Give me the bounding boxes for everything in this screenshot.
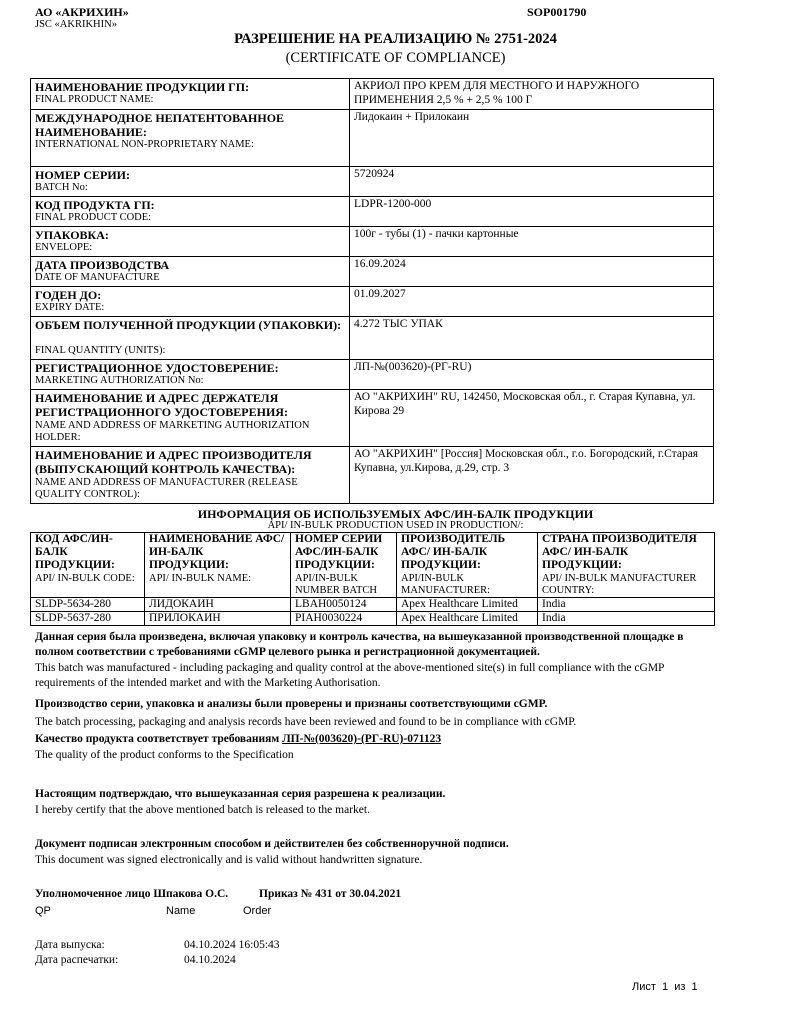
field-label-en: MARKETING AUTHORIZATION No: bbox=[35, 375, 204, 387]
field-value: ЛП-№(003620)-(РГ-RU) bbox=[350, 359, 714, 389]
statement-3-ru-prefix: Качество продукта соответствует требованиям bbox=[35, 733, 280, 745]
column-header bbox=[397, 533, 538, 598]
table-cell: Apex Healthcare Limited bbox=[397, 597, 538, 611]
column-header bbox=[291, 533, 397, 598]
product-info-table bbox=[30, 78, 714, 504]
product-code-row bbox=[31, 196, 714, 226]
field-label-ru: НАИМЕНОВАНИЕ И АДРЕС ПРОИЗВОДИТЕЛЯ (ВЫПУСКАЮЩИЙ КОНТРОЛЬ КАЧЕСТВА): bbox=[35, 447, 312, 477]
field-value: 5720924 bbox=[350, 166, 714, 196]
column-header-ru: НАИМЕНОВАНИЕ АФС/ИН-БАЛК ПРОДУКЦИИ: bbox=[149, 533, 285, 572]
column-header-en: API/ IN-BULK CODE: bbox=[35, 572, 135, 584]
ma-holder-row bbox=[31, 389, 714, 446]
table-cell: India bbox=[538, 612, 715, 626]
field-label bbox=[31, 79, 350, 110]
marketing-authorization-row bbox=[31, 359, 714, 389]
print-date-label: Дата распечатки: bbox=[35, 954, 119, 966]
field-label bbox=[31, 226, 350, 256]
field-label bbox=[31, 166, 350, 196]
column-header-en: API/IN-BULK MANUFACTURER: bbox=[401, 572, 491, 596]
table-row bbox=[31, 612, 715, 626]
column-header bbox=[31, 533, 145, 598]
field-label bbox=[31, 286, 350, 316]
manufacture-date-row bbox=[31, 256, 714, 286]
field-label-en: FINAL PRODUCT CODE: bbox=[35, 212, 152, 224]
field-label-en: EXPIRY DATE: bbox=[35, 302, 105, 314]
column-header-ru: СТРАНА ПРОИЗВОДИТЕЛЯ АФС/ ИН-БАЛК ПРОДУКЦИИ: bbox=[542, 533, 697, 572]
statement-3-ru bbox=[35, 732, 707, 747]
order-label: Order bbox=[243, 905, 272, 917]
field-label bbox=[31, 196, 350, 226]
table-cell: SLDP-5637-280 bbox=[31, 612, 145, 626]
field-label-en: NAME AND ADDRESS OF MARKETING AUTHORIZATION HOLDER: bbox=[35, 419, 310, 444]
field-value: 16.09.2024 bbox=[350, 256, 714, 286]
e-signature-note-ru: Документ подписан электронным способом и действителен без собственноручной подписи. bbox=[35, 838, 509, 850]
statement-1-ru: Данная серия была произведена, включая упаковку и контроль качества, на вышеуказанной производственной площадке в полном соответствии с требованиями cGMP целевого рынка и регистрационной документацией. bbox=[35, 631, 684, 658]
qp-label: QP bbox=[35, 905, 51, 917]
field-label-en: FINAL PRODUCT NAME: bbox=[35, 94, 154, 106]
company-name-en: JSC «AKRIKHIN» bbox=[35, 19, 117, 30]
manufacturer-row bbox=[31, 446, 714, 503]
column-header bbox=[145, 533, 291, 598]
appointment-order: Приказ № 431 от 30.04.2021 bbox=[259, 888, 402, 900]
field-label-ru: РЕГИСТРАЦИОННОЕ УДОСТОВЕРЕНИЕ: bbox=[35, 360, 279, 375]
field-label-en: ENVELOPE: bbox=[35, 242, 93, 254]
field-value: АО "АКРИХИН" RU, 142450, Московская обл., г. Старая Купавна, ул. Кирова 29 bbox=[350, 389, 714, 446]
expiry-date-row bbox=[31, 286, 714, 316]
column-header-en: API/ IN-BULK NAME: bbox=[149, 572, 252, 584]
column-header bbox=[538, 533, 715, 598]
release-certification-ru: Настоящим подтверждаю, что вышеуказанная серия разрешена к реализации. bbox=[35, 788, 446, 800]
field-label bbox=[31, 316, 350, 359]
page-number: Лист 1 из 1 bbox=[632, 981, 698, 993]
table-cell: LBAH0050124 bbox=[291, 597, 397, 611]
field-value: LDPR-1200-000 bbox=[350, 196, 714, 226]
table-cell: SLDP-5634-280 bbox=[31, 597, 145, 611]
field-label-ru: ДАТА ПРОИЗВОДСТВА bbox=[35, 257, 170, 272]
field-label bbox=[31, 359, 350, 389]
field-label-en: FINAL QUANTITY (UNITS): bbox=[35, 345, 166, 357]
column-header-ru: НОМЕР СЕРИИ АФС/ИН-БАЛК ПРОДУКЦИИ: bbox=[295, 533, 383, 572]
field-label-en: DATE OF MANUFACTURE bbox=[35, 272, 160, 284]
field-value: АО "АКРИХИН" [Россия] Московская обл., г.о. Богородский, г.Старая Купавна, ул.Кирова, д.29, стр. 3 bbox=[350, 446, 714, 503]
field-value: Лидокаин + Прилокаин bbox=[350, 109, 714, 166]
print-date-value: 04.10.2024 bbox=[184, 954, 236, 966]
field-value: 100г - тубы (1) - пачки картонные bbox=[350, 226, 714, 256]
spec-reference: ЛП-№(003620)-(РГ-RU)-071123 bbox=[282, 733, 442, 745]
field-label-ru: НОМЕР СЕРИИ: bbox=[35, 167, 130, 182]
field-value: 4.272 ТЫС УПАК bbox=[350, 316, 714, 359]
column-header-en: API/ IN-BULK MANUFACTURER COUNTRY: bbox=[542, 572, 697, 596]
issue-date-label: Дата выпуска: bbox=[35, 939, 105, 951]
statement-1-en: This batch was manufactured - including packaging and quality control at the above-mentioned site(s) in full compliance with the cGMP requirements of the intended market and with the Marketing Authorisation. bbox=[35, 662, 665, 689]
field-label-en: BATCH No: bbox=[35, 182, 88, 194]
field-label-ru: ОБЪЕМ ПОЛУЧЕННОЙ ПРОДУКЦИИ (УПАКОВКИ): bbox=[35, 317, 342, 332]
column-header-ru: ПРОИЗВОДИТЕЛЬ АФС/ ИН-БАЛК ПРОДУКЦИИ: bbox=[401, 533, 506, 572]
table-row bbox=[31, 597, 715, 611]
field-label bbox=[31, 389, 350, 446]
table-cell: Apex Healthcare Limited bbox=[397, 612, 538, 626]
field-label-ru: УПАКОВКА: bbox=[35, 227, 109, 242]
field-label bbox=[31, 256, 350, 286]
statement-3-en: The quality of the product conforms to the Specification bbox=[35, 749, 294, 761]
certificate-title-ru: РАЗРЕШЕНИЕ НА РЕАЛИЗАЦИЮ № 2751-2024 bbox=[234, 31, 557, 47]
table-cell: ПРИЛОКАИН bbox=[145, 612, 291, 626]
name-label: Name bbox=[166, 905, 196, 917]
table-cell: PIAH0030224 bbox=[291, 612, 397, 626]
company-name-ru: АО «АКРИХИН» bbox=[35, 5, 129, 19]
field-value: 01.09.2027 bbox=[350, 286, 714, 316]
field-label-ru: НАИМЕНОВАНИЕ И АДРЕС ДЕРЖАТЕЛЯ РЕГИСТРАЦИОННОГО УДОСТОВЕРЕНИЯ: bbox=[35, 390, 288, 420]
field-value: АКРИОЛ ПРО КРЕМ ДЛЯ МЕСТНОГО И НАРУЖНОГО ПРИМЕНЕНИЯ 2,5 % + 2,5 % 100 Г bbox=[350, 79, 714, 110]
table-cell: India bbox=[538, 597, 715, 611]
api-section-title-ru: ИНФОРМАЦИЯ ОБ ИСПОЛЬЗУЕМЫХ АФС/ИН-БАЛК ПРОДУКЦИИ bbox=[197, 507, 594, 521]
issue-date-value: 04.10.2024 16:05:43 bbox=[184, 939, 280, 951]
field-label-ru: ГОДЕН ДО: bbox=[35, 287, 102, 302]
field-label bbox=[31, 446, 350, 503]
column-header-ru: КОД АФС/ИН-БАЛК ПРОДУКЦИИ: bbox=[35, 533, 115, 572]
field-label-ru: КОД ПРОДУКТА ГП: bbox=[35, 197, 155, 212]
document-code: SOP001790 bbox=[527, 5, 587, 19]
api-table-header bbox=[31, 533, 715, 598]
field-label-en: INTERNATIONAL NON-PROPRIETARY NAME: bbox=[35, 139, 254, 151]
packaging-row bbox=[31, 226, 714, 256]
release-certification-en: I hereby certify that the above mentioned batch is released to the market. bbox=[35, 804, 370, 816]
field-label bbox=[31, 109, 350, 166]
quantity-row bbox=[31, 316, 714, 359]
e-signature-note-en: This document was signed electronically and is valid without handwritten signature. bbox=[35, 854, 423, 866]
table-cell: ЛИДОКАИН bbox=[145, 597, 291, 611]
statement-2-ru: Производство серии, упаковка и анализы были проверены и признаны соответствующими cGMP. bbox=[35, 698, 548, 710]
field-label-ru: НАИМЕНОВАНИЕ ПРОДУКЦИИ ГП: bbox=[35, 80, 250, 94]
qualified-person: Уполномоченное лицо Шпакова О.С. bbox=[35, 888, 229, 900]
api-table bbox=[30, 532, 715, 626]
field-label-ru: МЕЖДУНАРОДНОЕ НЕПАТЕНТОВАННОЕ НАИМЕНОВАНИЕ: bbox=[35, 110, 285, 139]
product-name-row bbox=[31, 79, 714, 110]
field-label-en: NAME AND ADDRESS OF MANUFACTURER (RELEASE QUALITY CONTROL): bbox=[35, 476, 298, 501]
api-section-title-en: API/ IN-BULK PRODUCTION USED IN PRODUCTION/: bbox=[267, 520, 524, 531]
certificate-title-en: (CERTIFICATE OF COMPLIANCE) bbox=[285, 50, 506, 66]
batch-number-row bbox=[31, 166, 714, 196]
column-header-en: API/IN-BULK NUMBER BATCH bbox=[295, 572, 377, 596]
inn-row bbox=[31, 109, 714, 166]
statement-2-en: The batch processing, packaging and analysis records have been reviewed and found to be in compliance with cGMP. bbox=[35, 716, 577, 728]
